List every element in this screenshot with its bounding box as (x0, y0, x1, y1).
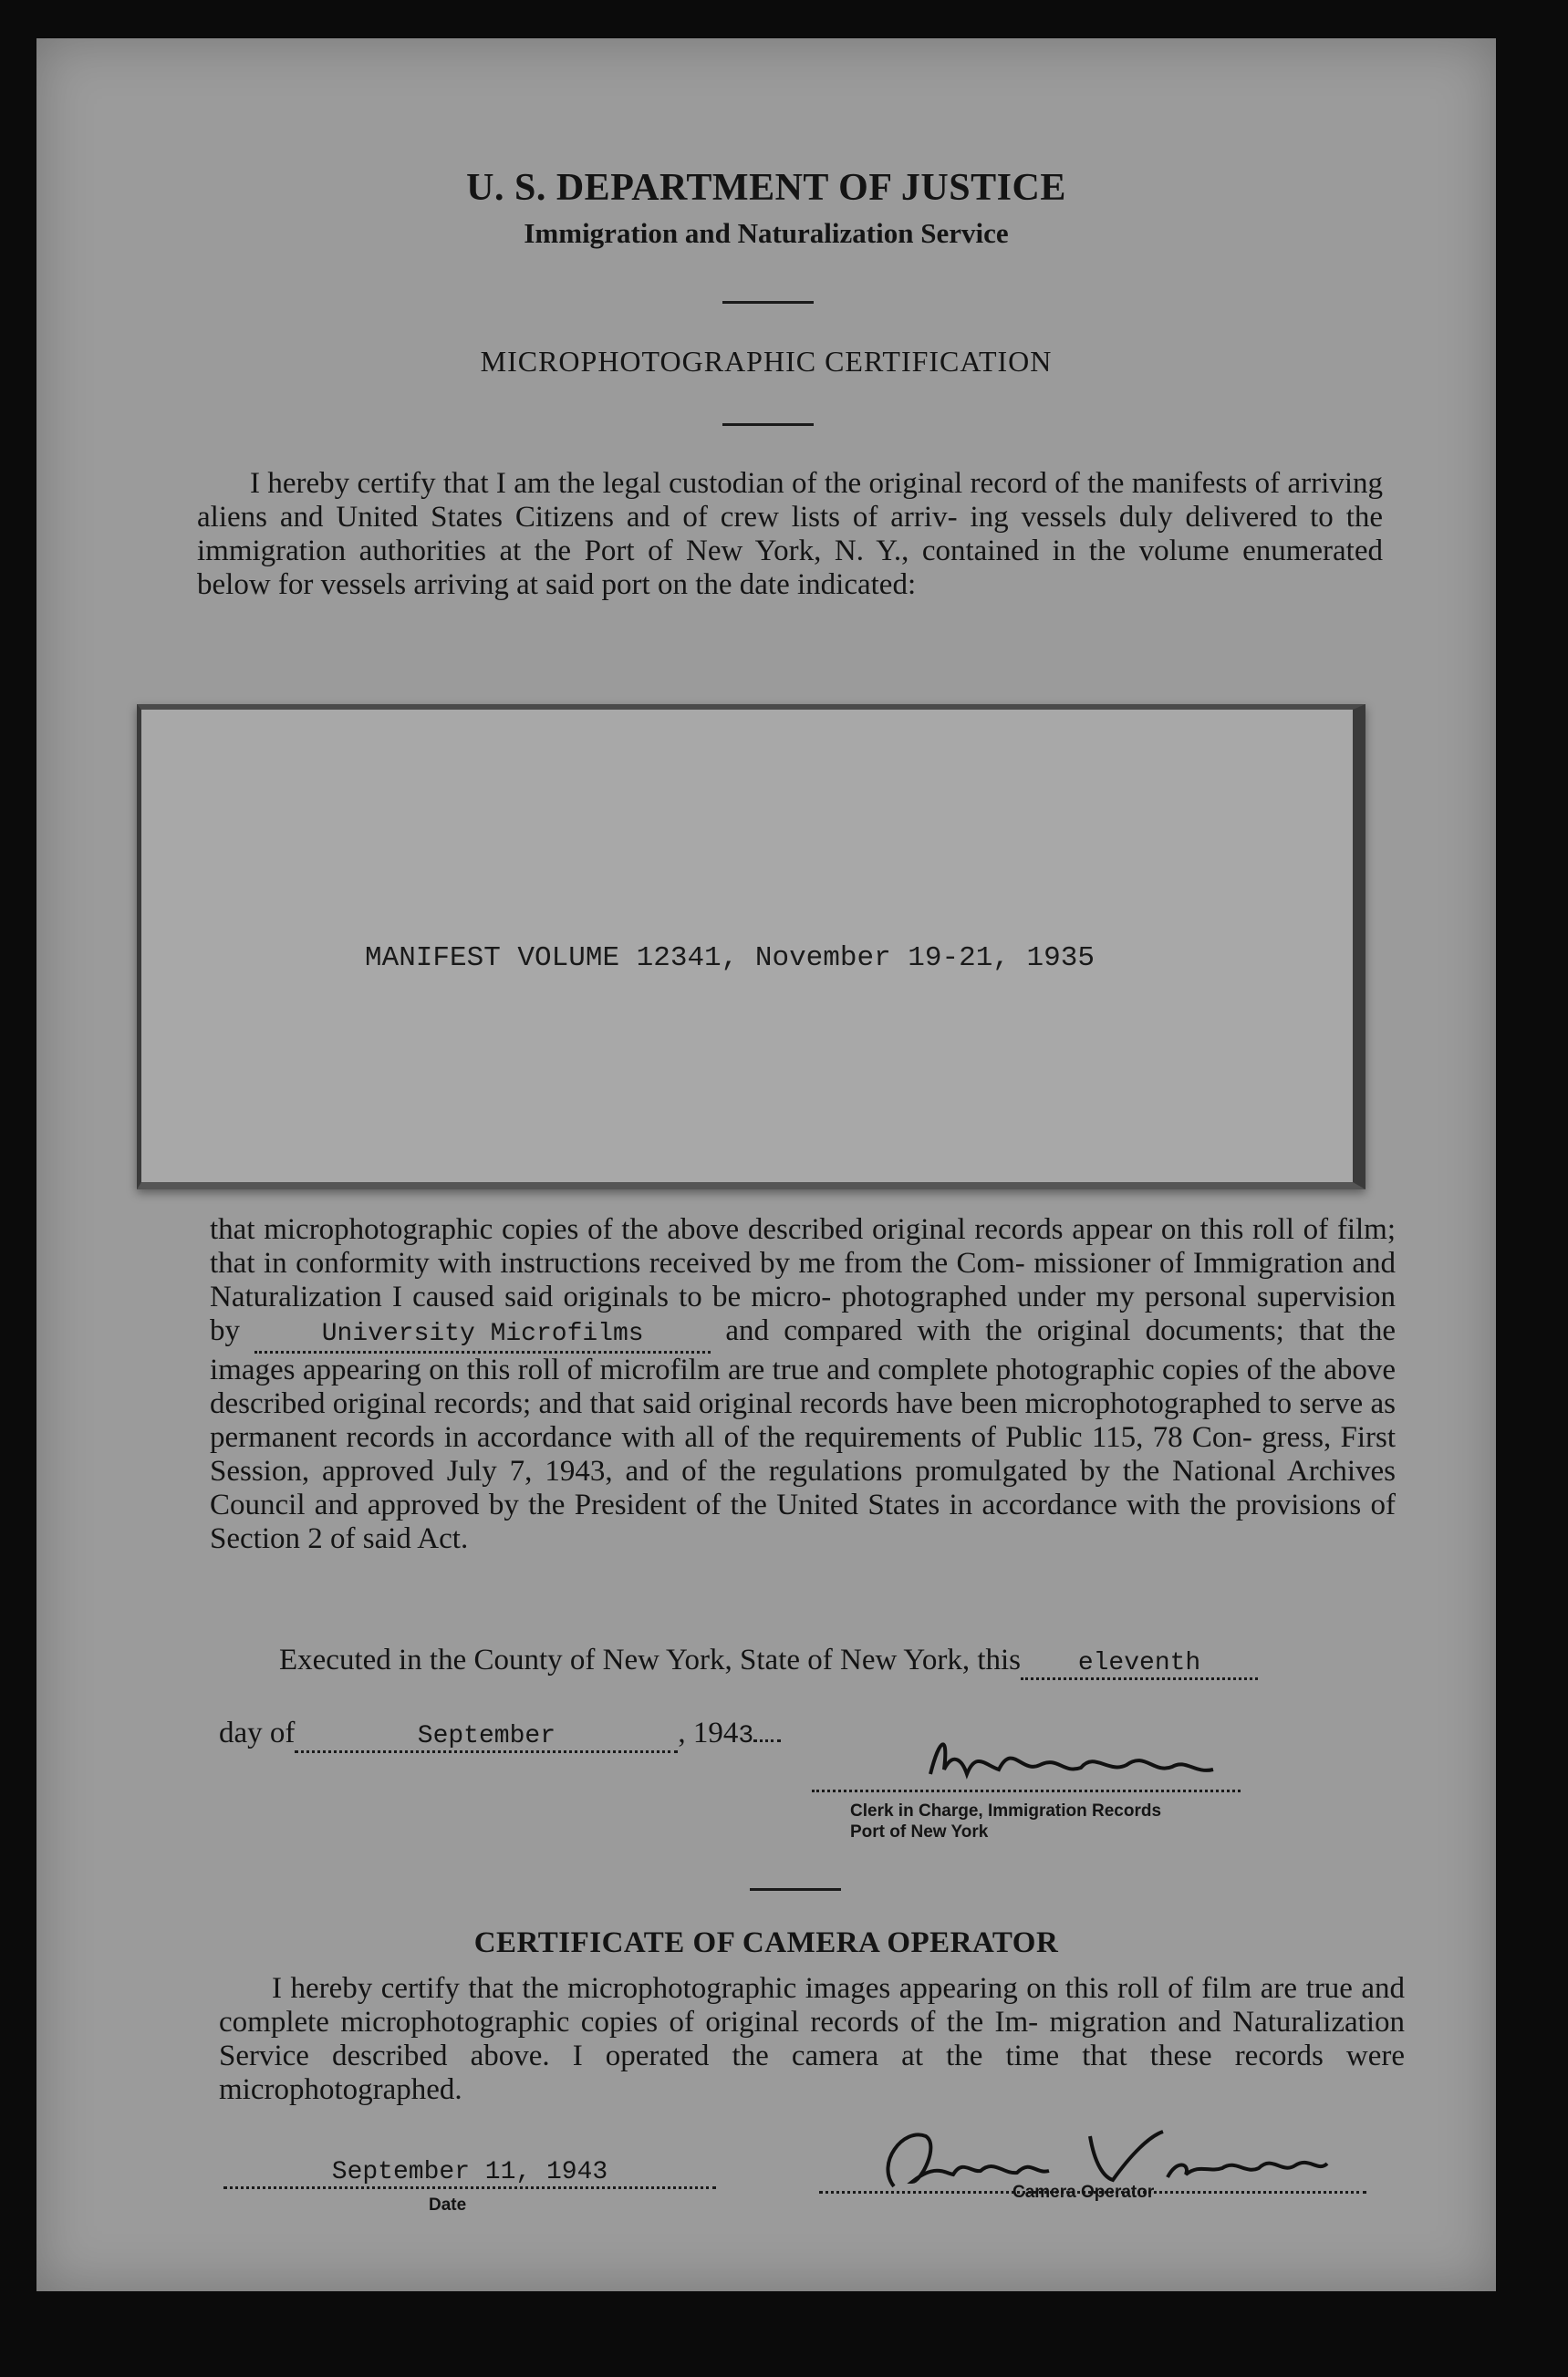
certificate-sheet (36, 38, 1496, 2291)
day-field: eleventh (1021, 1649, 1258, 1680)
clerk-signature (912, 1724, 1259, 1797)
text-line: records; and that said original records have been microphotographed to serve as (433, 1387, 1396, 1420)
certification-title: MICROPHOTOGRAPHIC CERTIFICATION (480, 345, 1053, 378)
department-title: U. S. DEPARTMENT OF JUSTICE (466, 167, 1066, 209)
body-paragraph (210, 1213, 1396, 1556)
text-line: roll of film; that in conformity with instructions received by me from the Com- (210, 1213, 1397, 1280)
divider-rule (722, 423, 814, 426)
text-line: National Archives Council and approved by the President of the United States in (210, 1455, 1396, 1521)
clerk-title (850, 1801, 1161, 1842)
year-digit: 3 (738, 1722, 754, 1750)
supervisor-field: University Microfilms (254, 1317, 711, 1354)
intro-paragraph (197, 467, 1383, 602)
camera-paragraph (219, 1972, 1405, 2107)
text-line: I hereby certify that I am the legal custodian of the original record of the (250, 467, 1125, 500)
date-label: Date (429, 2195, 467, 2215)
text-line: missioner of Immigration and Naturalization I caused said originals to be micro- (210, 1247, 1397, 1313)
camera-operator-label: Camera Operator (1012, 2183, 1155, 2202)
text-line: manifests of arriving aliens and United States Citizens and of crew lists of arriv- (197, 467, 1383, 534)
camera-date-value: September 11, 1943 (223, 2158, 716, 2189)
text-line: ing vessels duly delivered to the immigration authorities at the Port of New York, (197, 501, 1384, 567)
clerk-title-line: Port of New York (850, 1822, 989, 1842)
text-line: the date indicated: (695, 568, 917, 601)
clerk-title-line: Clerk in Charge, Immigration Records (850, 1801, 1162, 1821)
executed-line (279, 1644, 1258, 1680)
text-line: accordance with the provisions of Section 2 of said Act. (210, 1489, 1397, 1555)
executed-prefix: Executed in the County of New York, State of New York, this (279, 1644, 1022, 1676)
divider-rule (750, 1888, 841, 1891)
date-signature-field (223, 2153, 716, 2189)
date-line (219, 1717, 781, 1753)
year-dots (753, 1739, 781, 1742)
manifest-volume-text: MANIFEST VOLUME 12341, November 19-21, 1935 (365, 942, 1095, 974)
text-line: I hereby certify that the microphotographic images appearing on this roll of (272, 1972, 1193, 2005)
text-line: N. Y., contained in the volume enumerated below for vessels arriving at said port on (197, 535, 1383, 601)
text-line: and compared with the original documents; that the images appearing on this roll of (210, 1314, 1396, 1386)
service-subtitle: Immigration and Naturalization Service (524, 217, 1009, 249)
text-line: permanent records in accordance with all of the requirements of Public 115, 78 Con- (210, 1421, 1252, 1454)
divider-rule (722, 301, 814, 304)
text-line: that microphotographic copies of the above described original records appear on this (210, 1213, 1244, 1246)
text-line: time that these records were microphotographed. (219, 2040, 1406, 2106)
day-of-label: day of (219, 1717, 296, 1749)
text-line: gress, First Session, approved July 7, 1943, and of the regulations promulgated by the (210, 1421, 1397, 1488)
year-prefix: , 194 (678, 1717, 739, 1749)
camera-heading: CERTIFICATE OF CAMERA OPERATOR (473, 1926, 1059, 1959)
text-line: migration and Naturalization Service described above. I operated the camera at the (219, 2006, 1405, 2072)
text-line: photographed under my personal supervision by (210, 1281, 1396, 1347)
month-field: September (295, 1722, 678, 1753)
text-line: microfilm are true and complete photographic copies of the above described original (210, 1354, 1396, 1420)
volume-label-card (137, 704, 1366, 1189)
text-line: film are true and complete microphotographic copies of original records of the Im- (219, 1972, 1406, 2039)
